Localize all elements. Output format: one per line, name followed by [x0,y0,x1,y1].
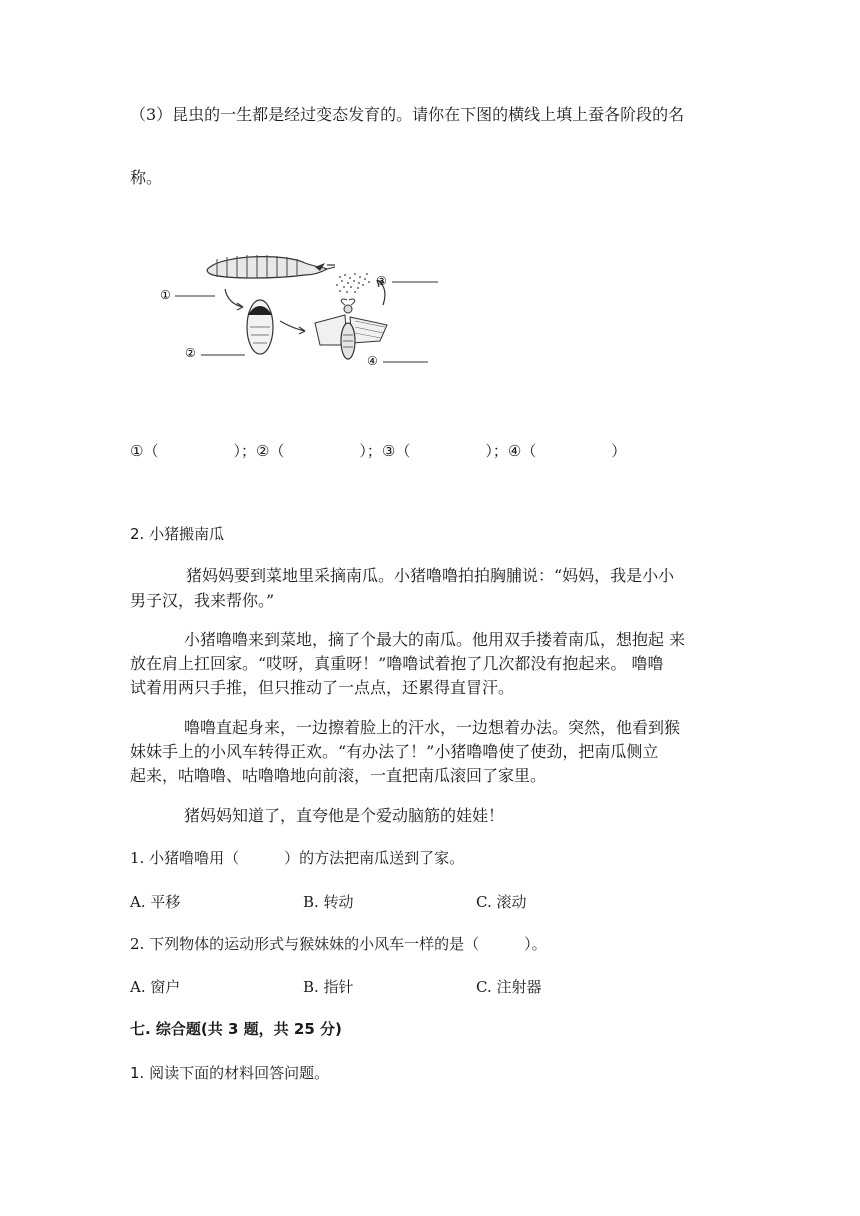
label-3: ③ [376,274,387,288]
silkworm-lifecycle-figure [155,245,455,375]
question-1-text: 1. 小猪噜噜用（ ）的方法把南瓜送到了家。 [130,849,465,867]
question-1-option-c[interactable]: C. 滚动 [476,893,527,911]
q3-line2: 称。 [130,168,163,187]
cocoon-image [247,300,273,354]
story-p1-line1: 猪妈妈要到菜地里采摘南瓜。小猪噜噜拍拍胸脯说：“妈妈，我是小小 [186,566,675,585]
question-2-option-a[interactable]: A. 窗户 [130,978,181,996]
label-1: ① [160,288,171,302]
question-2-option-c[interactable]: C. 注射器 [476,978,542,996]
moth-image [315,299,387,359]
section-7-question-1: 1. 阅读下面的材料回答问题。 [130,1064,330,1082]
question-1-option-b[interactable]: B. 转动 [303,893,354,911]
story-p2-line3: 试着用两只手推，但只推动了一点点，还累得直冒汗。 [130,678,515,697]
question-2-text: 2. 下列物体的运动形式与猴妹妹的小风车一样的是（ ）。 [130,935,547,953]
q3-line1: （3）昆虫的一生都是经过变态发育的。请你在下图的横线上填上蚕各阶段的名 [130,105,685,124]
story-p3-line1: 噜噜直起身来，一边擦着脸上的汗水，一边想着办法。突然，他看到猴 [184,718,681,737]
section-7-heading: 七. 综合题(共 3 题，共 25 分) [130,1020,342,1038]
question-2-option-b[interactable]: B. 指针 [303,978,354,996]
story-p4: 猪妈妈知道了，直夸他是个爱动脑筋的娃娃！ [184,806,505,825]
eggs-image [336,273,370,293]
story-p3-line3: 起来，咕噜噜、咕噜噜地向前滚，一直把南瓜滚回了家里。 [130,766,547,785]
answer-blanks: ①（ ）；②（ ）；③（ ）；④（ ） [130,442,627,460]
story-heading: 2. 小猪搬南瓜 [130,525,225,543]
label-4: ④ [367,354,378,368]
story-p1-line2: 男子汉，我来帮你。” [130,591,275,610]
story-paragraph-1 [132,559,732,592]
label-2: ② [185,346,196,360]
story-p2-line2: 放在肩上扛回家。“哎呀，真重呀！”噜噜试着抱了几次都没有抱起来。 噜噜 [130,654,664,673]
larva-image [207,255,335,278]
question-1-option-a[interactable]: A. 平移 [130,893,181,911]
story-p3-line2: 妹妹手上的小风车转得正欢。“有办法了！”小猪噜噜使了使劲，把南瓜侧立 [130,742,659,761]
story-p2-line1: 小猪噜噜来到菜地，摘了个最大的南瓜。他用双手搂着南瓜，想抱起 来 [184,630,686,649]
